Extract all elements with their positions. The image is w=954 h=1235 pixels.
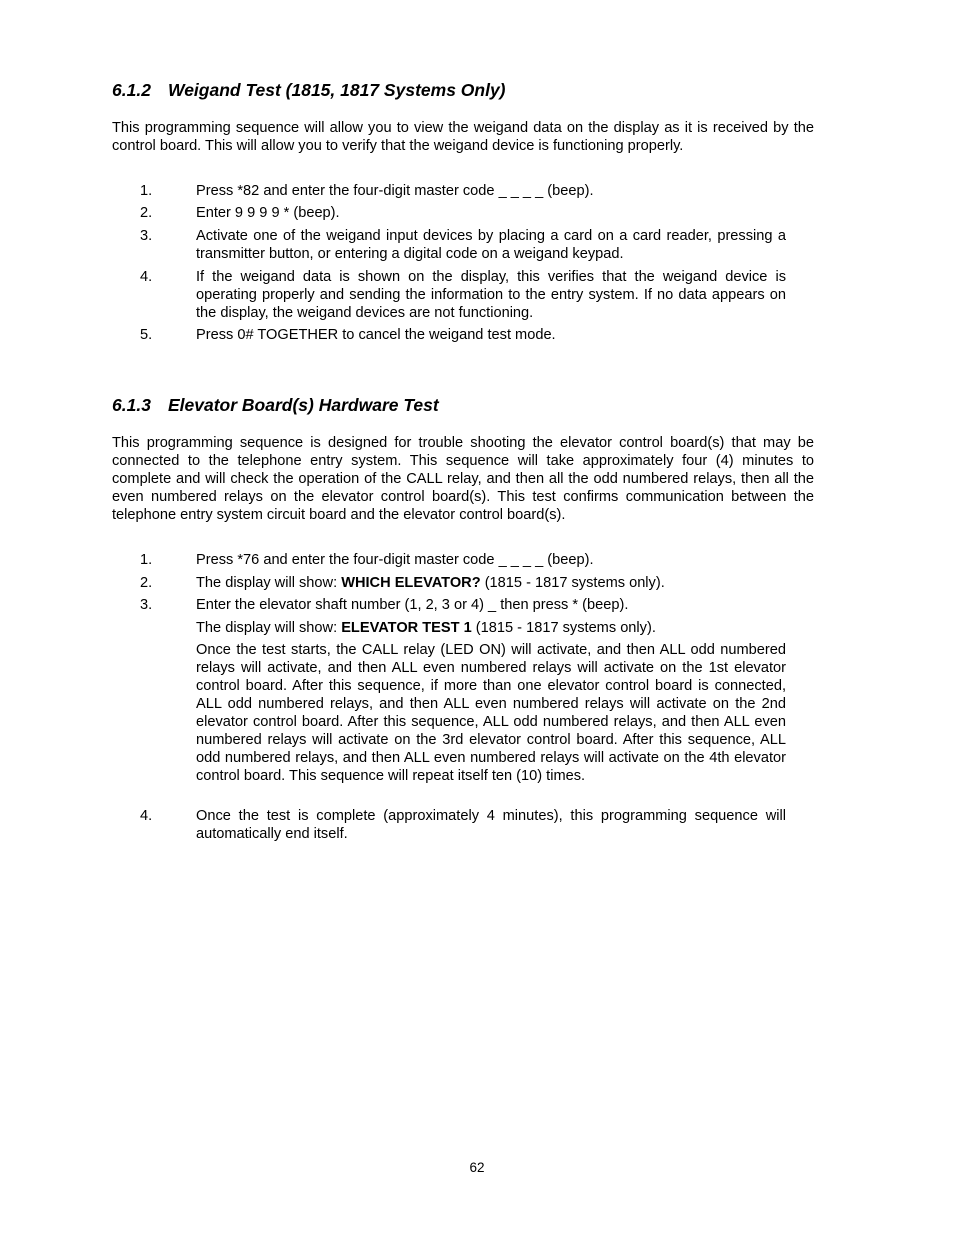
display-message: ELEVATOR TEST 1 — [341, 620, 472, 636]
step-text-lead: The display will show: — [196, 620, 342, 636]
step-text: Enter the elevator shaft number (1, 2, 3 or 4) _ then press * (beep). — [196, 597, 629, 613]
elevator-intro-paragraph: This programming sequence is designed for trouble shooting the elevator control board(s) that may be connected to the telephone entry system. This sequence will take approximately four (4) minutes to complete and will check the operation of the CALL relay, and then all the odd numbered relays, then all the even numbered relays on the elevator control board(s). This test confirms communication between the telephone entry system circuit board and the elevator control board(s). — [112, 435, 814, 523]
display-message: WHICH ELEVATOR? — [341, 575, 481, 591]
page-number: 62 — [469, 1160, 485, 1175]
section-title: Elevator Board(s) Hardware Test — [168, 395, 439, 415]
section-heading-weigand-test — [112, 79, 506, 101]
step-text — [196, 574, 786, 592]
step-text: If the weigand data is shown on the display, this verifies that the weigand device is operating properly and sending the information to the entry system. If no data appears on the display, the weigand devices are not functioning. — [196, 269, 786, 321]
step-text — [196, 619, 786, 637]
step-text: Press 0# TOGETHER to cancel the weigand test mode. — [196, 327, 556, 343]
step-text: Activate one of the weigand input devices by placing a card on a card reader, pressing a transmitter button, or entering a digital code on a weigand keypad. — [196, 228, 786, 262]
section-number: 6.1.3 — [112, 395, 151, 415]
step-text-lead: The display will show: — [196, 575, 342, 591]
step-number: 5. — [140, 327, 153, 343]
step-number: 1. — [140, 552, 153, 568]
step-text: Enter 9 9 9 9 * (beep). — [196, 205, 340, 221]
step-number: 2. — [140, 205, 153, 221]
step-text-tail: (1815 - 1817 systems only). — [471, 620, 656, 636]
section-title: Weigand Test (1815, 1817 Systems Only) — [168, 80, 506, 100]
step-text-tail: (1815 - 1817 systems only). — [480, 575, 665, 591]
step-number: 3. — [140, 597, 153, 613]
step-text: Press *76 and enter the four-digit master code _ _ _ _ (beep). — [196, 552, 594, 568]
section-heading-elevator-test — [112, 394, 439, 416]
step-number: 3. — [140, 228, 153, 244]
step-number: 4. — [140, 269, 153, 285]
step-number: 4. — [140, 808, 153, 824]
step-text: Once the test is complete (approximately 4 minutes), this programming sequence will automatically end itself. — [196, 808, 786, 842]
step-number: 1. — [140, 183, 153, 199]
step-detail-text: Once the test starts, the CALL relay (LED ON) will activate, and then ALL odd numbered relays will activate, and then ALL even numbered relays will activate on the 1st elevator control board. After this sequence, if more than one elevator control board is connected, ALL odd numbered relays, and then ALL even numbered relays will activate on the 2nd elevator control board. After this sequence, ALL odd numbered relays, and then ALL even numbered relays will activate on the 3rd elevator control board. After this sequence, ALL odd numbered relays, and then ALL even numbered relays will activate on the 4th elevator control board. This sequence will repeat itself ten (10) times. — [196, 642, 786, 784]
weigand-intro-paragraph: This programming sequence will allow you to view the weigand data on the display as it is received by the control board. This will allow you to verify that the weigand device is functioning properly. — [112, 120, 814, 154]
step-number: 2. — [140, 575, 153, 591]
section-number: 6.1.2 — [112, 80, 151, 100]
step-text: Press *82 and enter the four-digit master code _ _ _ _ (beep). — [196, 183, 594, 199]
